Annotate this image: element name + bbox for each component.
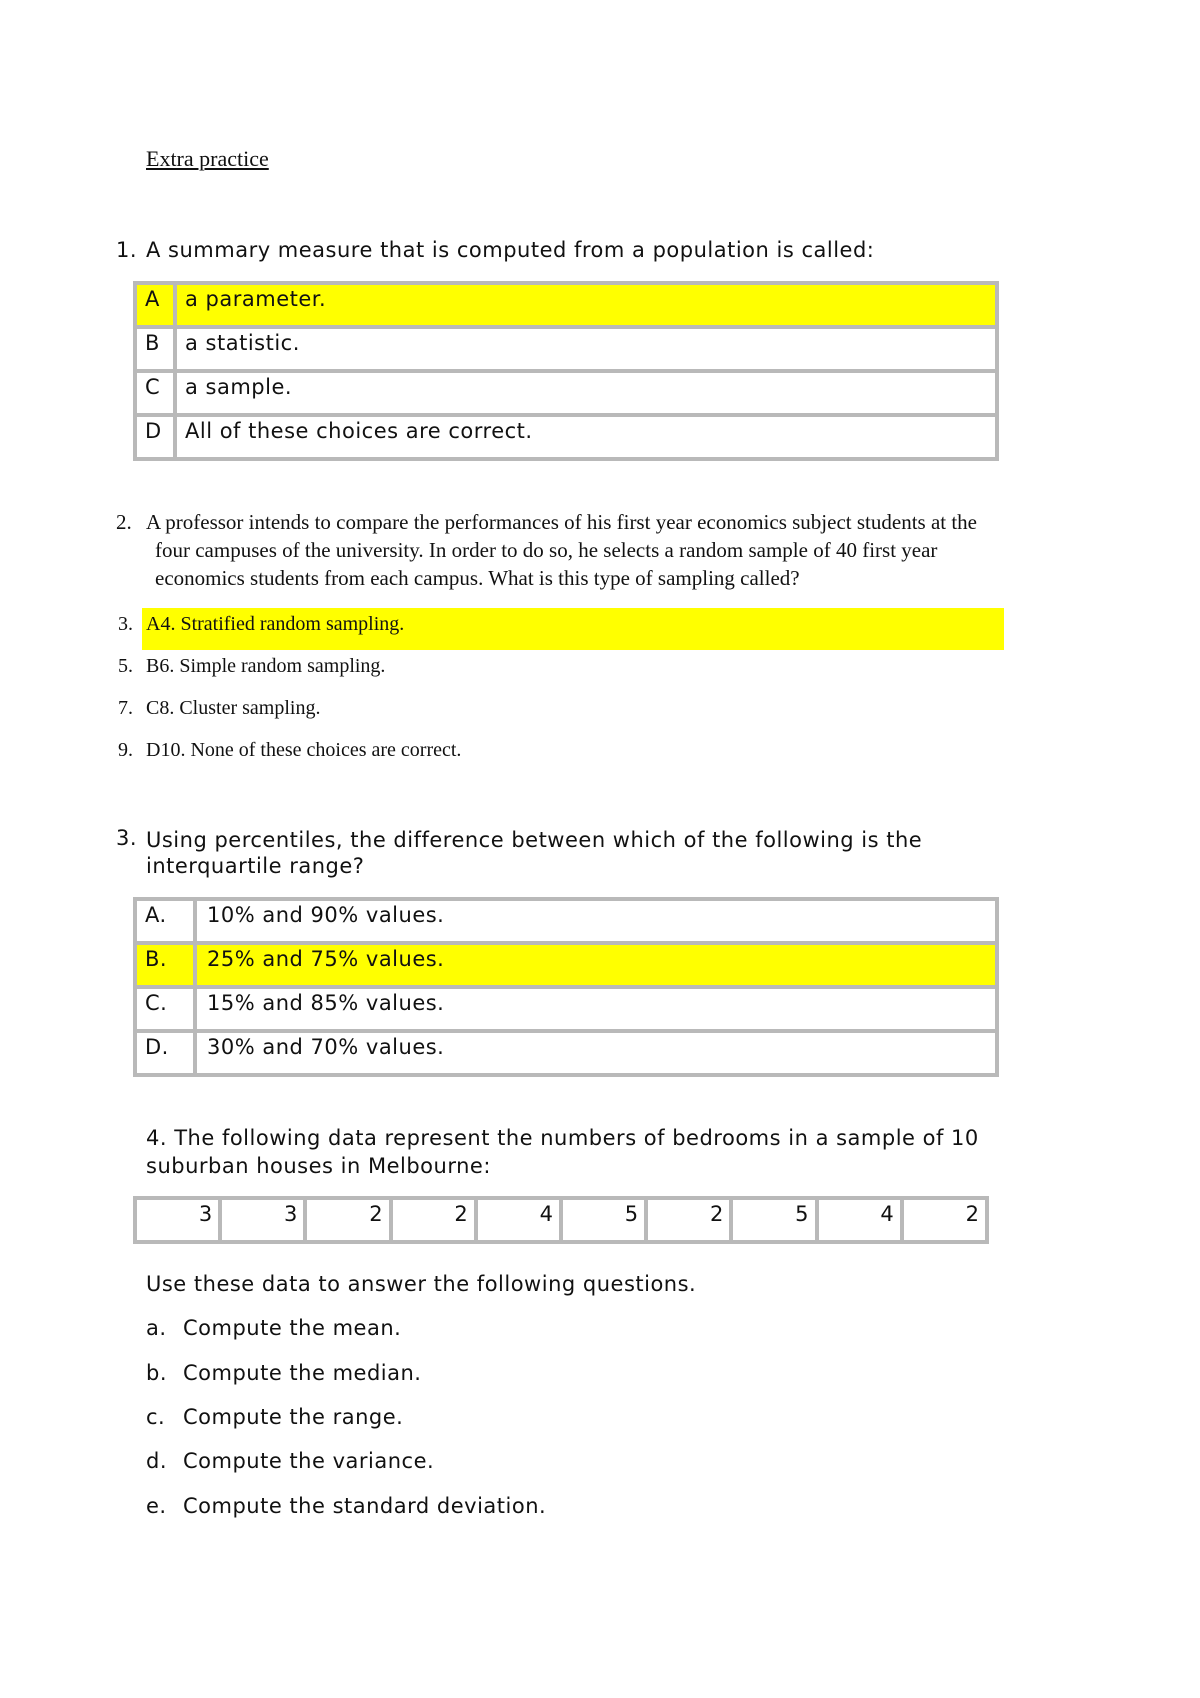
q4-part-c: Compute the range. bbox=[183, 1405, 404, 1429]
data-cell: 3 bbox=[220, 1198, 305, 1242]
data-cell: 5 bbox=[731, 1198, 816, 1242]
page-title: Extra practice bbox=[146, 146, 269, 171]
q1-option-letter: B bbox=[135, 327, 175, 371]
q2-option-d: D10. None of these choices are correct. bbox=[146, 739, 462, 761]
q3-option-text: 10% and 90% values. bbox=[195, 899, 997, 943]
q2-option-a: A4. Stratified random sampling. bbox=[146, 613, 405, 635]
q4-part-b: Compute the median. bbox=[183, 1361, 422, 1385]
q1-option-letter: C bbox=[135, 371, 175, 415]
q1-option-b bbox=[135, 327, 997, 371]
q1-option-text: All of these choices are correct. bbox=[175, 415, 997, 459]
q3-line: interquartile range? bbox=[146, 854, 365, 878]
data-cell: 2 bbox=[305, 1198, 390, 1242]
q4-part-letter: c. bbox=[146, 1405, 166, 1429]
q3-option-letter: B. bbox=[135, 943, 195, 987]
q3-number: 3. bbox=[116, 826, 138, 850]
q1-option-text: a statistic. bbox=[175, 327, 997, 371]
q2-option-c: C8. Cluster sampling. bbox=[146, 697, 321, 719]
q3-option-text: 15% and 85% values. bbox=[195, 987, 997, 1031]
q4-part-d: Compute the variance. bbox=[183, 1449, 435, 1473]
q1-options-table bbox=[133, 281, 999, 461]
q1-option-d bbox=[135, 415, 997, 459]
q4-part-letter: b. bbox=[146, 1361, 168, 1385]
q1-option-letter: A bbox=[135, 283, 175, 327]
q2-option-number: 9. bbox=[118, 739, 133, 761]
q4-part-a: Compute the mean. bbox=[183, 1316, 402, 1340]
q3-option-a bbox=[135, 899, 997, 943]
q4-part-letter: e. bbox=[146, 1494, 167, 1518]
q4-part-letter: a. bbox=[146, 1316, 167, 1340]
q4-instruction: Use these data to answer the following questions. bbox=[146, 1272, 697, 1296]
q1-option-text: a sample. bbox=[175, 371, 997, 415]
q1-number: 1. bbox=[116, 238, 138, 262]
q3-option-letter: D. bbox=[135, 1031, 195, 1075]
q4-part-e: Compute the standard deviation. bbox=[183, 1494, 547, 1518]
data-cell: 2 bbox=[391, 1198, 476, 1242]
q3-options-table bbox=[133, 897, 999, 1077]
q3-option-text: 30% and 70% values. bbox=[195, 1031, 997, 1075]
q2-number: 2. bbox=[116, 510, 132, 534]
q4-data-row bbox=[135, 1198, 987, 1242]
q4-line: 4. The following data represent the numbers of bedrooms in a sample of 10 bbox=[146, 1126, 979, 1150]
q1-question: A summary measure that is computed from a population is called: bbox=[146, 238, 875, 262]
q1-option-text: a parameter. bbox=[175, 283, 997, 327]
q3-option-text: 25% and 75% values. bbox=[195, 943, 997, 987]
data-cell: 4 bbox=[476, 1198, 561, 1242]
q2-line: economics students from each campus. What is this type of sampling called? bbox=[155, 566, 800, 590]
q2-line: A professor intends to compare the performances of his first year economics subject students at the bbox=[146, 510, 978, 534]
q2-option-number: 3. bbox=[118, 613, 133, 635]
q2-option-number: 7. bbox=[118, 697, 133, 719]
q1-option-c bbox=[135, 371, 997, 415]
q2-line: four campuses of the university. In order to do so, he selects a random sample of 40 first year bbox=[155, 538, 938, 562]
q3-option-letter: C. bbox=[135, 987, 195, 1031]
q2-option-b: B6. Simple random sampling. bbox=[146, 655, 386, 677]
q3-line: Using percentiles, the difference between which of the following is the bbox=[146, 828, 923, 852]
q4-line: suburban houses in Melbourne: bbox=[146, 1154, 491, 1178]
q3-option-c bbox=[135, 987, 997, 1031]
q2-option-number: 5. bbox=[118, 655, 133, 677]
q1-option-letter: D bbox=[135, 415, 175, 459]
q3-option-letter: A. bbox=[135, 899, 195, 943]
q4-data-table bbox=[133, 1196, 989, 1244]
q1-option-a bbox=[135, 283, 997, 327]
q3-option-b bbox=[135, 943, 997, 987]
data-cell: 5 bbox=[561, 1198, 646, 1242]
data-cell: 3 bbox=[135, 1198, 220, 1242]
data-cell: 4 bbox=[817, 1198, 902, 1242]
data-cell: 2 bbox=[646, 1198, 731, 1242]
q4-part-letter: d. bbox=[146, 1449, 168, 1473]
q3-option-d bbox=[135, 1031, 997, 1075]
data-cell: 2 bbox=[902, 1198, 987, 1242]
